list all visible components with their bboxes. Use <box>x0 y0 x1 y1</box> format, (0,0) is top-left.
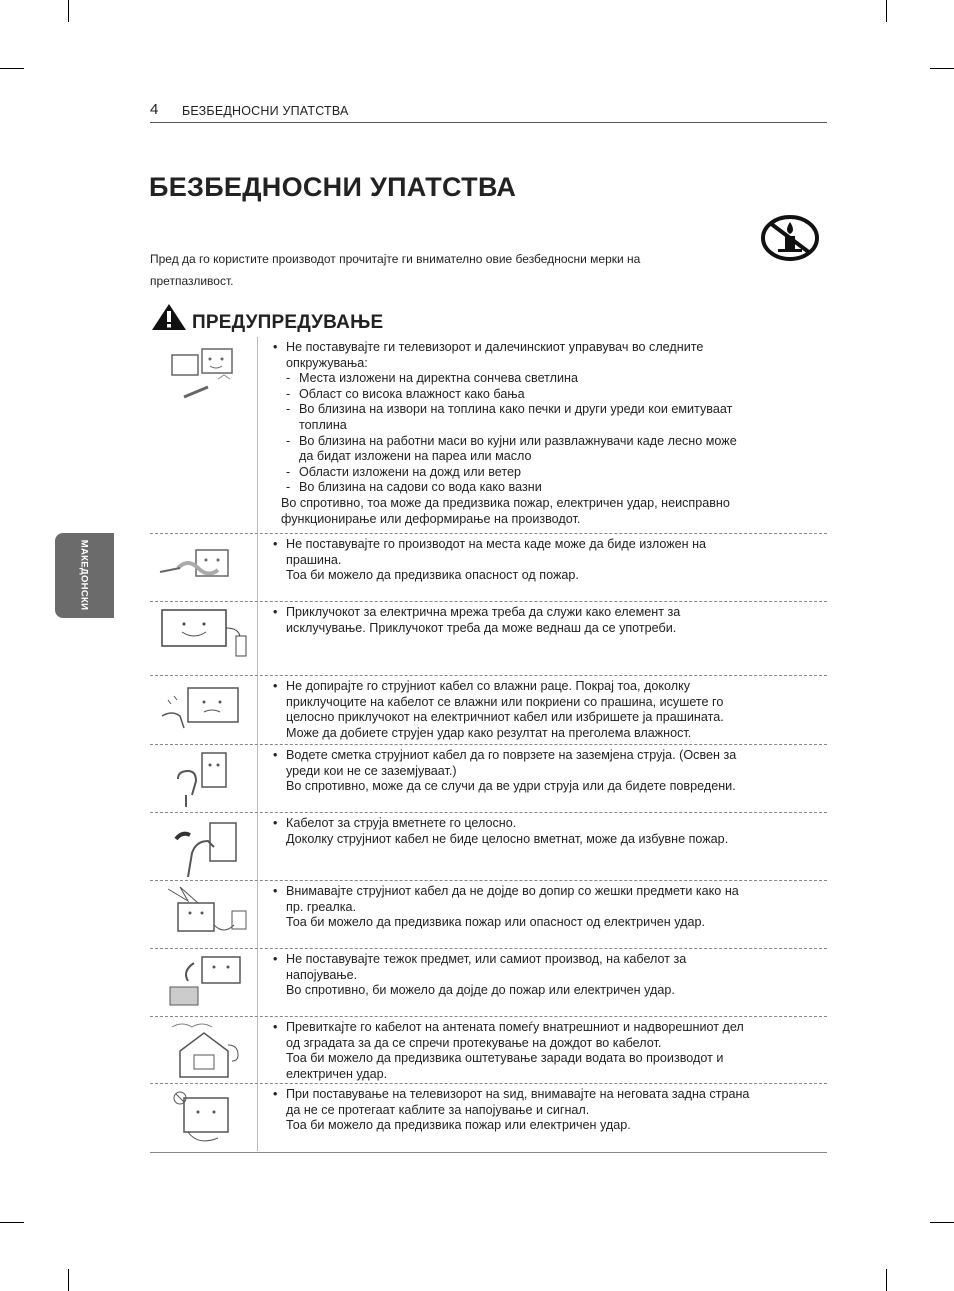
item-text: да не се протегаат каблите за напојување и сигнал. <box>286 1102 590 1117</box>
illustration-dust <box>150 534 258 601</box>
item-text: приклучоците на кабелот се влажни или покриени со прашина, исушете го <box>286 694 724 709</box>
crop-mark <box>930 1222 954 1223</box>
item-text: • Водете сметка струјниот кабел да го поврзете на заземјена струја. (Освен за <box>270 748 825 764</box>
item-text: Доколку струјниот кабел не биде целосно вметнат, може да избувне пожар. <box>286 831 729 846</box>
item-text: Тоа би можело да предизвика пожар или електричен удар. <box>286 1118 631 1133</box>
item-text: • Превиткајте го кабелот на антената помеѓу внатрешниот и надворешниот дел <box>270 1020 825 1036</box>
list-item <box>150 880 827 948</box>
item-text: пр. греалка. <box>286 899 357 914</box>
item-dash: - Области изложени на дожд или ветер <box>270 465 825 481</box>
item-dash-cont: да бидат изложени на пареа или масло <box>299 449 532 464</box>
item-dash: - Област со висока влажност како бања <box>270 387 825 403</box>
item-text: • При поставување на телевизорот на ѕид, внимавајте на неговата задна страна <box>270 1087 825 1103</box>
item-text: Може да добиете струјен удар како резултат на преголема влажност. <box>286 725 692 740</box>
running-title: БЕЗБЕДНОСНИ УПАТСТВА <box>182 104 349 118</box>
illustration-wet-hands <box>150 676 258 744</box>
item-text: целосно приклучокот на електричниот кабел или избришете ја прашината. <box>286 710 724 725</box>
list-end-rule <box>150 1152 827 1153</box>
list-item <box>150 812 827 880</box>
list-item <box>150 744 827 812</box>
illustration-heater <box>150 881 258 948</box>
crop-mark <box>68 1269 69 1291</box>
page-title: БЕЗБЕДНОСНИ УПАТСТВА <box>149 172 517 202</box>
item-text: • Внимавајте струјниот кабел да не дојде во допир со жешки предмети како на <box>270 884 825 900</box>
item-dash: - Во близина на извори на топлина како печки и други уреди кои емитуваат <box>270 402 825 418</box>
list-item <box>150 533 827 601</box>
illustration-insert-plug <box>150 813 258 880</box>
no-open-flame-icon <box>760 214 820 262</box>
list-item <box>150 1016 827 1083</box>
running-header <box>150 101 827 123</box>
item-text: • Не поставувајте ги телевизорот и далечинскиот управувач во следните <box>270 340 825 356</box>
item-text: опкружувања: <box>286 355 368 370</box>
item-text: напојување. <box>286 967 358 982</box>
item-text: функционирање или деформирање на производот. <box>281 511 581 526</box>
illustration-heavy-object <box>150 949 258 1016</box>
crop-mark <box>886 0 887 22</box>
list-item <box>150 675 827 744</box>
warning-triangle-icon <box>151 303 187 331</box>
crop-mark <box>0 68 24 69</box>
item-text: уреди кои не се заземјуваат.) <box>286 763 457 778</box>
list-item <box>150 1083 827 1151</box>
item-text: електричен удар. <box>286 1066 388 1081</box>
crop-mark <box>0 1222 24 1223</box>
crop-mark <box>886 1269 887 1291</box>
item-dash-cont: топлина <box>299 417 347 432</box>
language-tab-label: МАКЕДОНСКИ <box>78 539 90 611</box>
item-text: исклучување. Приклучокот треба да може веднаш да се употреби. <box>286 620 677 635</box>
intro-line: претпазливост. <box>150 274 234 288</box>
language-tab <box>55 533 114 618</box>
item-text: прашина. <box>286 552 342 567</box>
list-item <box>150 948 827 1016</box>
intro-line: Пред да го користите производот прочитајте ги внимателно овие безбедносни мерки на <box>150 252 641 266</box>
list-item <box>150 337 827 533</box>
item-text: од зградата за да се спречи протекување на дождот во кабелот. <box>286 1035 662 1050</box>
illustration-antenna-cable <box>150 1017 258 1083</box>
item-dash: - Во близина на работни маси во кујни или развлажнувачи каде лесно може <box>270 434 825 450</box>
illustration-power-plug <box>150 602 258 675</box>
item-text: • Не поставувајте го производот на места каде може да биде изложен на <box>270 537 825 553</box>
item-text: Тоа би можело да предизвика оштетување заради водата во производот и <box>286 1051 724 1066</box>
page-number: 4 <box>150 101 159 118</box>
item-dash: - Места изложени на директна сончева светлина <box>270 371 825 387</box>
item-text: • Кабелот за струја вметнете го целосно. <box>270 816 825 832</box>
illustration-tv-environment <box>150 337 258 533</box>
warning-list <box>150 337 827 1151</box>
crop-mark <box>930 68 954 69</box>
item-text: Тоа би можело да предизвика пожар или опасност од електричен удар. <box>286 915 705 930</box>
item-text: Во спротивно, може да се случи да ве удри струја или да бидете повредени. <box>286 779 736 794</box>
item-text: Во спротивно, би можело да дојде до пожар или електричен удар. <box>286 983 675 998</box>
illustration-wall-mount <box>150 1084 258 1151</box>
warning-heading: ПРЕДУПРЕДУВАЊЕ <box>192 312 384 333</box>
item-text: • Приклучокот за електрична мрежа треба да служи како елемент за <box>270 605 825 621</box>
item-text: • Не допирајте го струјниот кабел со влажни раце. Покрај тоа, доколку <box>270 679 825 695</box>
item-text: • Не поставувајте тежок предмет, или самиот производ, на кабелот за <box>270 952 825 968</box>
item-text: Во спротивно, тоа може да предизвика пожар, електричен удар, неисправно <box>281 495 730 510</box>
crop-mark <box>68 0 69 22</box>
illustration-grounded-outlet <box>150 745 258 812</box>
list-item <box>150 601 827 675</box>
item-text: Тоа би можело да предизвика опасност од пожар. <box>286 568 579 583</box>
item-dash: - Во близина на садови со вода како вазни <box>270 480 825 496</box>
intro-text <box>150 248 710 292</box>
